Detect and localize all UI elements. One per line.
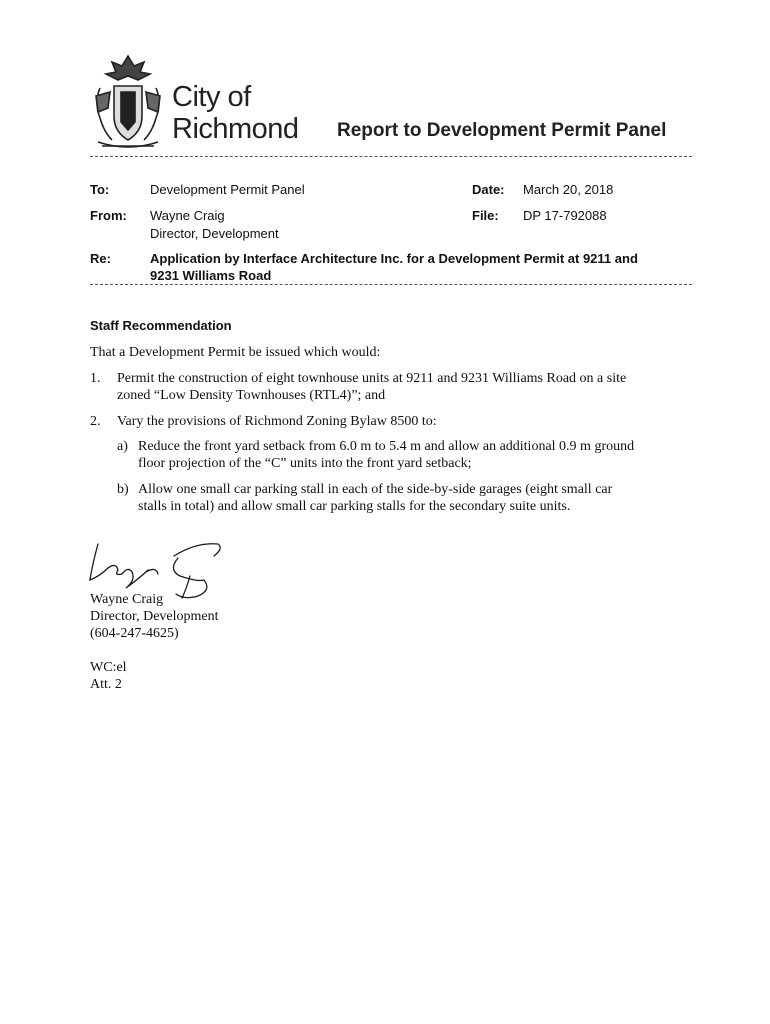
re-subject-line2: 9231 Williams Road	[150, 268, 272, 283]
from-title: Director, Development	[150, 226, 279, 241]
city-crest-logo	[88, 52, 168, 152]
staff-recommendation-heading: Staff Recommendation	[90, 318, 232, 333]
header-divider	[90, 156, 692, 157]
recommendation-intro: That a Development Permit be issued which would:	[90, 345, 381, 360]
item1-number: 1.	[90, 371, 101, 386]
subitem-a-label: a)	[117, 439, 128, 454]
to-value: Development Permit Panel	[150, 182, 305, 197]
city-name-line1: City of	[172, 81, 251, 113]
author-initials: WC:el	[90, 660, 127, 675]
re-label: Re:	[90, 251, 111, 266]
item1-text-line1: Permit the construction of eight townhouse units at 9211 and 9231 Williams Road on a site	[117, 371, 627, 386]
city-name-line2: Richmond	[172, 113, 299, 145]
subitem-a-line2: floor projection of the “C” units into the front yard setback;	[138, 456, 472, 471]
signatory-name: Wayne Craig	[90, 592, 164, 607]
attachments-count: Att. 2	[90, 677, 122, 692]
file-label: File:	[472, 208, 499, 223]
subitem-a-line1: Reduce the front yard setback from 6.0 m to 5.4 m and allow an additional 0.9 m ground	[138, 439, 635, 454]
subitem-b-line2: stalls in total) and allow small car parking stalls for the secondary suite units.	[138, 499, 571, 514]
subitem-b-label: b)	[117, 482, 129, 497]
from-name: Wayne Craig	[150, 208, 225, 223]
report-title: Report to Development Permit Panel	[337, 120, 667, 141]
item1-text-line2: zoned “Low Density Townhouses (RTL4)”; and	[117, 388, 386, 403]
item2-number: 2.	[90, 414, 101, 429]
from-label: From:	[90, 208, 127, 223]
date-value: March 20, 2018	[523, 182, 614, 197]
signatory-title: Director, Development	[90, 609, 219, 624]
item2-text: Vary the provisions of Richmond Zoning Bylaw 8500 to:	[117, 414, 437, 429]
to-label: To:	[90, 182, 110, 197]
signatory-phone: (604-247-4625)	[90, 626, 179, 641]
subitem-b-line1: Allow one small car parking stall in each of the side-by-side garages (eight small car	[138, 482, 613, 497]
subject-divider	[90, 284, 692, 285]
date-label: Date:	[472, 182, 505, 197]
re-subject-line1: Application by Interface Architecture Inc. for a Development Permit at 9211 and	[150, 251, 638, 266]
file-value: DP 17-792088	[523, 208, 607, 223]
